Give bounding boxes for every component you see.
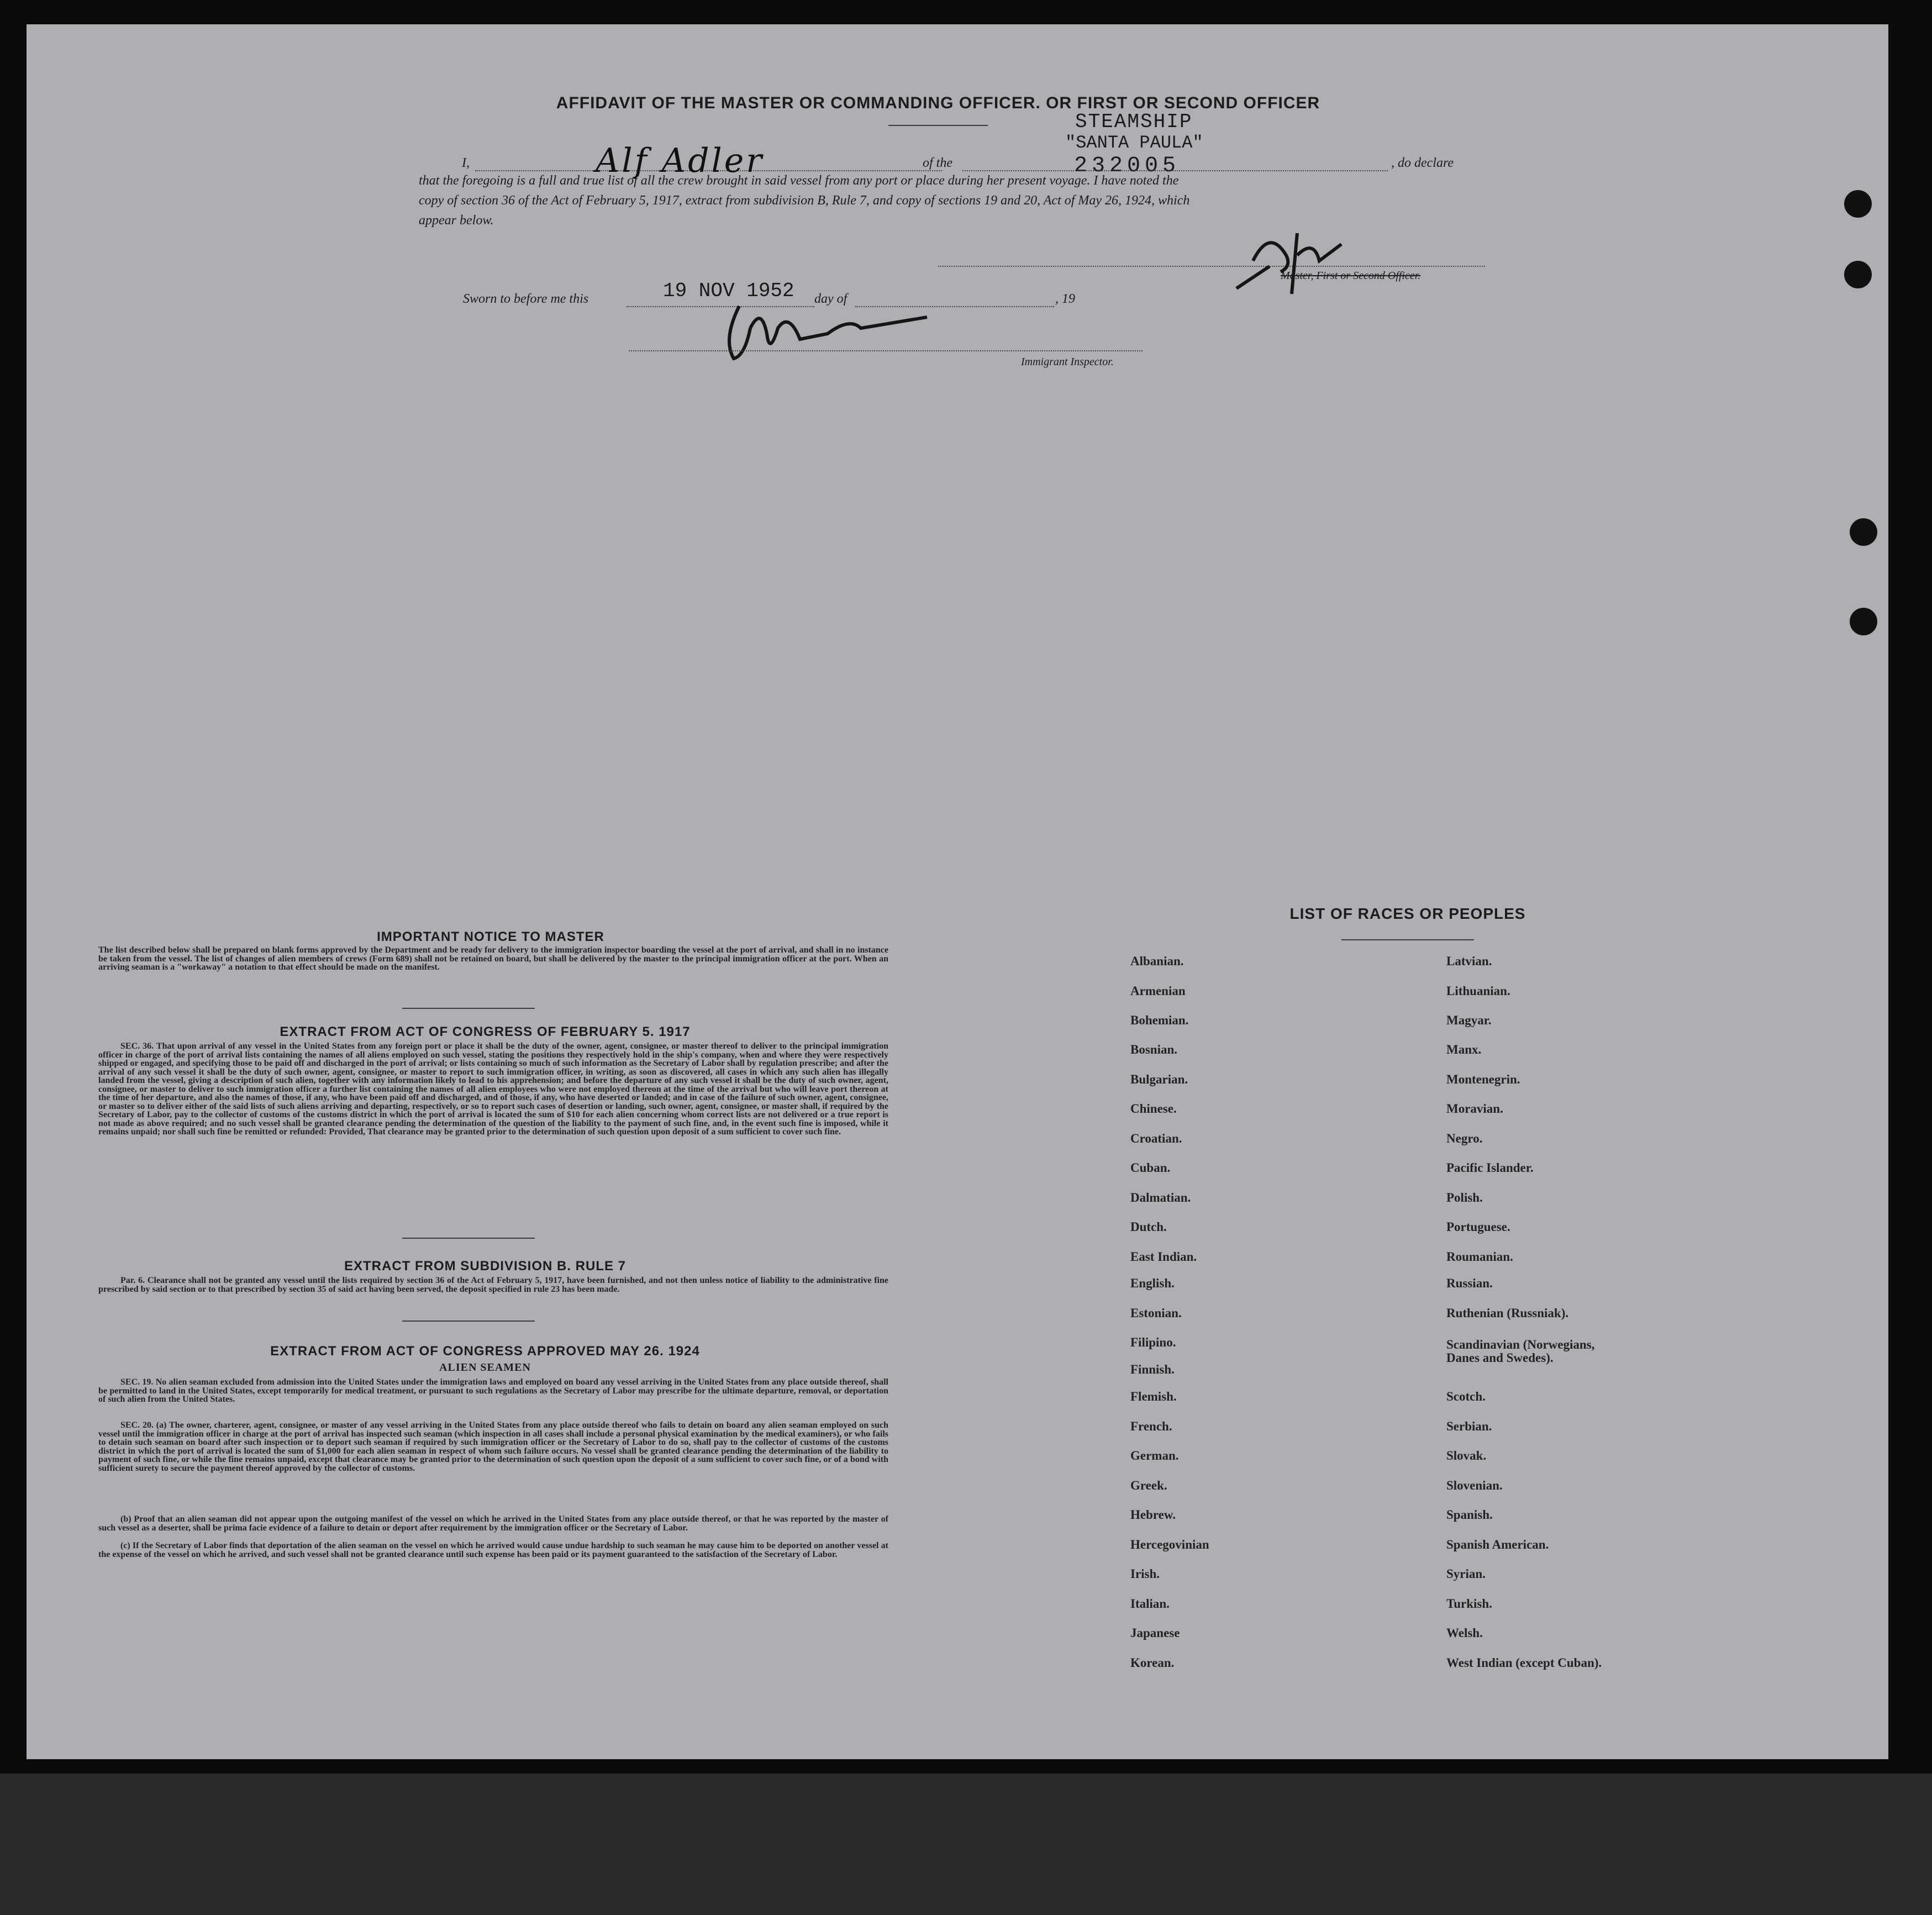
race-left-item: Hebrew. [1130,1508,1176,1522]
declaration-line-3: appear below. [419,213,494,228]
extract-1924-subtitle: ALIEN SEAMEN [439,1361,531,1374]
race-right-item: Lithuanian. [1446,984,1510,998]
sec19-text: SEC. 19. No alien seaman excluded from admission into the United States under the immigration laws and employed on board any vessel arriving in the United States from any place outside thereof, shall be permitted to land in the United States, except temporarily for medical treatment, or pursuant to such regulations as the Secretary of Labor may prescribe for the ultimate departure, removal, or deportation of such alien from the United States. [98,1377,888,1404]
race-left-item: Irish. [1130,1567,1160,1581]
sec20c-text: (c) If the Secretary of Labor finds that deportation of the alien seaman on the vessel on which he arrived would cause undue hardship to such seaman he may cause him to be deported on another vessel at the expense of the vessel on which he arrived, and such vessel shall not be granted clearance until such expense has been paid or its payment guaranteed to the satisfaction of the Secretary of Labor. [98,1541,888,1559]
race-left-item: Bulgarian. [1130,1072,1188,1086]
race-right-item: Magyar. [1446,1013,1492,1027]
do-declare-label: , do declare [1391,156,1454,170]
day-of-label: day of [814,292,847,306]
master-signature [1231,222,1352,299]
race-left-item: Bosnian. [1130,1043,1178,1056]
sec20b-text: (b) Proof that an alien seaman did not appear upon the outgoing manifest of the vessel on which he arrived in the United States from any place outside thereof, or that he was reported by the master of such vessel as a deserter, shall be prima facie evidence of a failure to detain or deport after requirement by the immigration officer or the Secretary of Labor. [98,1514,888,1533]
race-left-item: Italian. [1130,1597,1170,1611]
race-left-item: Japanese [1130,1626,1180,1640]
scan-border [0,1774,1932,1915]
sworn-label: Sworn to before me this [463,292,589,306]
sworn-date-stamp: 19 NOV 1952 [663,280,794,302]
extract-1924-title: EXTRACT FROM ACT OF CONGRESS APPROVED MAY 26. 1924 [270,1344,700,1359]
race-left-item: Albanian. [1130,954,1184,968]
rule7-divider [402,1320,535,1322]
race-right-item: Syrian. [1446,1567,1486,1581]
year-prefix: , 19 [1055,292,1075,306]
document-page [27,24,1888,1759]
race-left-item: Flemish. [1130,1390,1177,1403]
race-right-item: Negro. [1446,1132,1483,1145]
affidavit-title: AFFIDAVIT OF THE MASTER OR COMMANDING OFFICER. OR FIRST OR SECOND OFFICER [556,94,1320,112]
race-right-item: Scandinavian (Norwegians, Danes and Swedes). [1446,1338,1595,1365]
declaration-line-1: that the foregoing is a full and true list of all the crew brought in said vessel from any port or place during her present voyage. I have noted the [419,173,1179,188]
master-signature-line [938,266,1485,267]
race-left-item: Croatian. [1130,1132,1182,1145]
declaration-line-2: copy of section 36 of the Act of February 5, 1917, extract from subdivision B, Rule 7, and copy of sections 19 and 20, Act of May 26, 1924, which [419,193,1190,208]
race-right-item: Roumanian. [1446,1250,1513,1264]
stamp-steamship: STEAMSHIP [1075,111,1193,133]
inspector-caption: Immigrant Inspector. [1021,356,1114,368]
race-right-item: Russian. [1446,1276,1493,1290]
race-left-item: French. [1130,1419,1172,1433]
race-left-item: German. [1130,1449,1179,1462]
title-divider [888,125,988,126]
race-right-item: Slovak. [1446,1449,1487,1462]
notice-divider [402,1008,535,1009]
rule7-title: EXTRACT FROM SUBDIVISION B. RULE 7 [344,1259,627,1274]
race-right-item: Welsh. [1446,1626,1483,1640]
race-left-item: Greek. [1130,1479,1167,1492]
of-the-label: of the [923,156,952,170]
inspector-signature-line [629,350,1143,351]
race-right-item: Serbian. [1446,1419,1492,1433]
races-title: LIST OF RACES OR PEOPLES [1289,905,1526,922]
master-caption: Master, First or Second Officer. [1281,270,1421,282]
extract-1917-title: EXTRACT FROM ACT OF CONGRESS OF FEBRUARY 5. 1917 [280,1024,691,1039]
vessel-line [962,170,1388,171]
race-right-item: Slovenian. [1446,1479,1503,1492]
race-right-item: Spanish. [1446,1508,1493,1522]
punch-hole [1850,608,1877,635]
notice-title: IMPORTANT NOTICE TO MASTER [377,929,604,944]
race-right-item: West Indian (except Cuban). [1446,1656,1602,1670]
race-right-item: Moravian. [1446,1102,1503,1116]
inspector-signature [717,295,949,367]
race-left-item: English. [1130,1276,1175,1290]
race-right-item: Manx. [1446,1043,1482,1056]
race-right-item: Ruthenian (Russniak). [1446,1306,1569,1320]
race-left-item: Bohemian. [1130,1013,1189,1027]
race-right-item: Polish. [1446,1191,1483,1204]
race-right-item: Latvian. [1446,954,1492,968]
rule7-text: Par. 6. Clearance shall not be granted any vessel until the lists required by section 36 of the Act of February 5, 1917, have been furnished, and not then unless notice of liability to the administrative fine prescribed by said section or to that prescribed by section 35 of said act having been served, the deposit specified in rule 23 has been made. [98,1276,888,1294]
officer-name-handwritten: Alf Adler [596,141,764,180]
race-left-item: Armenian [1130,984,1186,998]
race-right-item: Portuguese. [1446,1220,1510,1234]
races-divider [1341,939,1474,940]
race-left-item: Cuban. [1130,1161,1171,1175]
race-left-item: Hercegovinian [1130,1538,1209,1551]
extract-1917-divider [402,1238,535,1239]
race-right-item: Scotch. [1446,1390,1486,1403]
race-left-item: Filipino. [1130,1335,1176,1349]
sec20a-text: SEC. 20. (a) The owner, charterer, agent, consignee, or master of any vessel arriving in the United States from any place outside thereof who fails to detain on board any alien seaman employed on such vessel until the immigration officer in charge at the port of arrival has inspected such seaman (which inspection in all cases shall include a personal physical examination by the medical examiners), or who fails to detain such seaman on board after such inspection or to deport such seaman if required by such immigration officer or the Secretary of Labor to do so, shall pay to the collector of customs of the customs district in which the port of arrival is located the sum of $1,000 for each alien seaman in respect of whom such failure occurs. No vessel shall be granted clearance pending the determination of the liability to payment of such fine, or while the fine remains unpaid, except that clearance may be granted prior to the determination of such question upon the deposit of a sum sufficient to cover such fine, or of a bond with sufficient surety to secure the payment thereof approved by the collector of customs. [98,1421,888,1473]
stamp-ship-number: 232005 [1074,154,1181,178]
i-label: I, [462,156,470,170]
race-left-item: Dutch. [1130,1220,1167,1234]
punch-hole [1850,518,1877,546]
extract-1917-text: SEC. 36. That upon arrival of any vessel in the United States from any foreign port or place it shall be the duty of the owner, agent, consignee, or master thereof to deliver to the principal immigration officer in charge of the port of arrival lists containing the names of all aliens employed on such vessel, stating the positions they respectively hold in the ship's company, when and where they were respectively shipped or engaged, and specifying those to be paid off and discharged in the port of arrival; or lists containing so much of such information as the Secretary of Labor shall by regulation prescribe; and after the arrival of any such vessel it shall be the duty of such owner, agent, consignee, or master to report to such immigration officer, in writing, as soon as discovered, all cases in which any such alien has illegally landed from the vessel, giving a description of such alien, together with any information likely to lead to his apprehension; and before the departure of any such vessel it shall be the duty of such owner, agent, consignee, or master to deliver to such immigration officer a further list containing the names of all alien employees who were not employed thereon at the time of the arrival but who will leave port thereon at the time of her departure, and also the names of those, if any, who have been paid off and discharged, and of those, if any, who have deserted or landed; and in case of the failure of such owner, agent, consignee, or master so to deliver either of the said lists of such aliens arriving and departing, respectively, or so to report such cases of desertion or landing, such owner, agent, consignee, or master shall, if required by the Secretary of Labor, pay to the collector of customs of the customs district in which the port of arrival is located the sum of $10 for each alien concerning whom correct lists are not delivered or a true report is not made as above required; and no such vessel shall be granted clearance pending the determination of the question of the liability to the payment of such fine, and, in the event such fine is imposed, while it remains unpaid; nor shall such fine be remitted or refunded: Provided, That clearance may be granted prior to the determination of such question upon deposit of a sum sufficient to cover such fine. [98,1041,888,1137]
race-right-item: Turkish. [1446,1597,1492,1611]
race-left-item: Korean. [1130,1656,1175,1670]
race-left-item: Chinese. [1130,1102,1177,1116]
notice-text: The list described below shall be prepared on blank forms approved by the Department and be ready for delivery to the immigration inspector boarding the vessel at the port of arrival, and shall in no instance be taken from the vessel. The list of changes of alien members of crews (Form 689) shall not be retained on board, but shall be delivered by the master to the principal immigration officer at the port. When an arriving seaman is a "workaway" a notation to that effect should be made on the manifest. [98,945,888,972]
race-right-item: Spanish American. [1446,1538,1549,1551]
race-right-item: Montenegrin. [1446,1072,1520,1086]
race-left-item: East Indian. [1130,1250,1197,1264]
punch-hole [1844,190,1872,218]
race-left-item: Finnish. [1130,1362,1175,1376]
stamp-ship-name: "SANTA PAULA" [1065,133,1203,153]
race-left-item: Estonian. [1130,1306,1182,1320]
punch-hole [1844,261,1872,288]
race-right-item: Pacific Islander. [1446,1161,1534,1175]
race-left-item: Dalmatian. [1130,1191,1191,1204]
